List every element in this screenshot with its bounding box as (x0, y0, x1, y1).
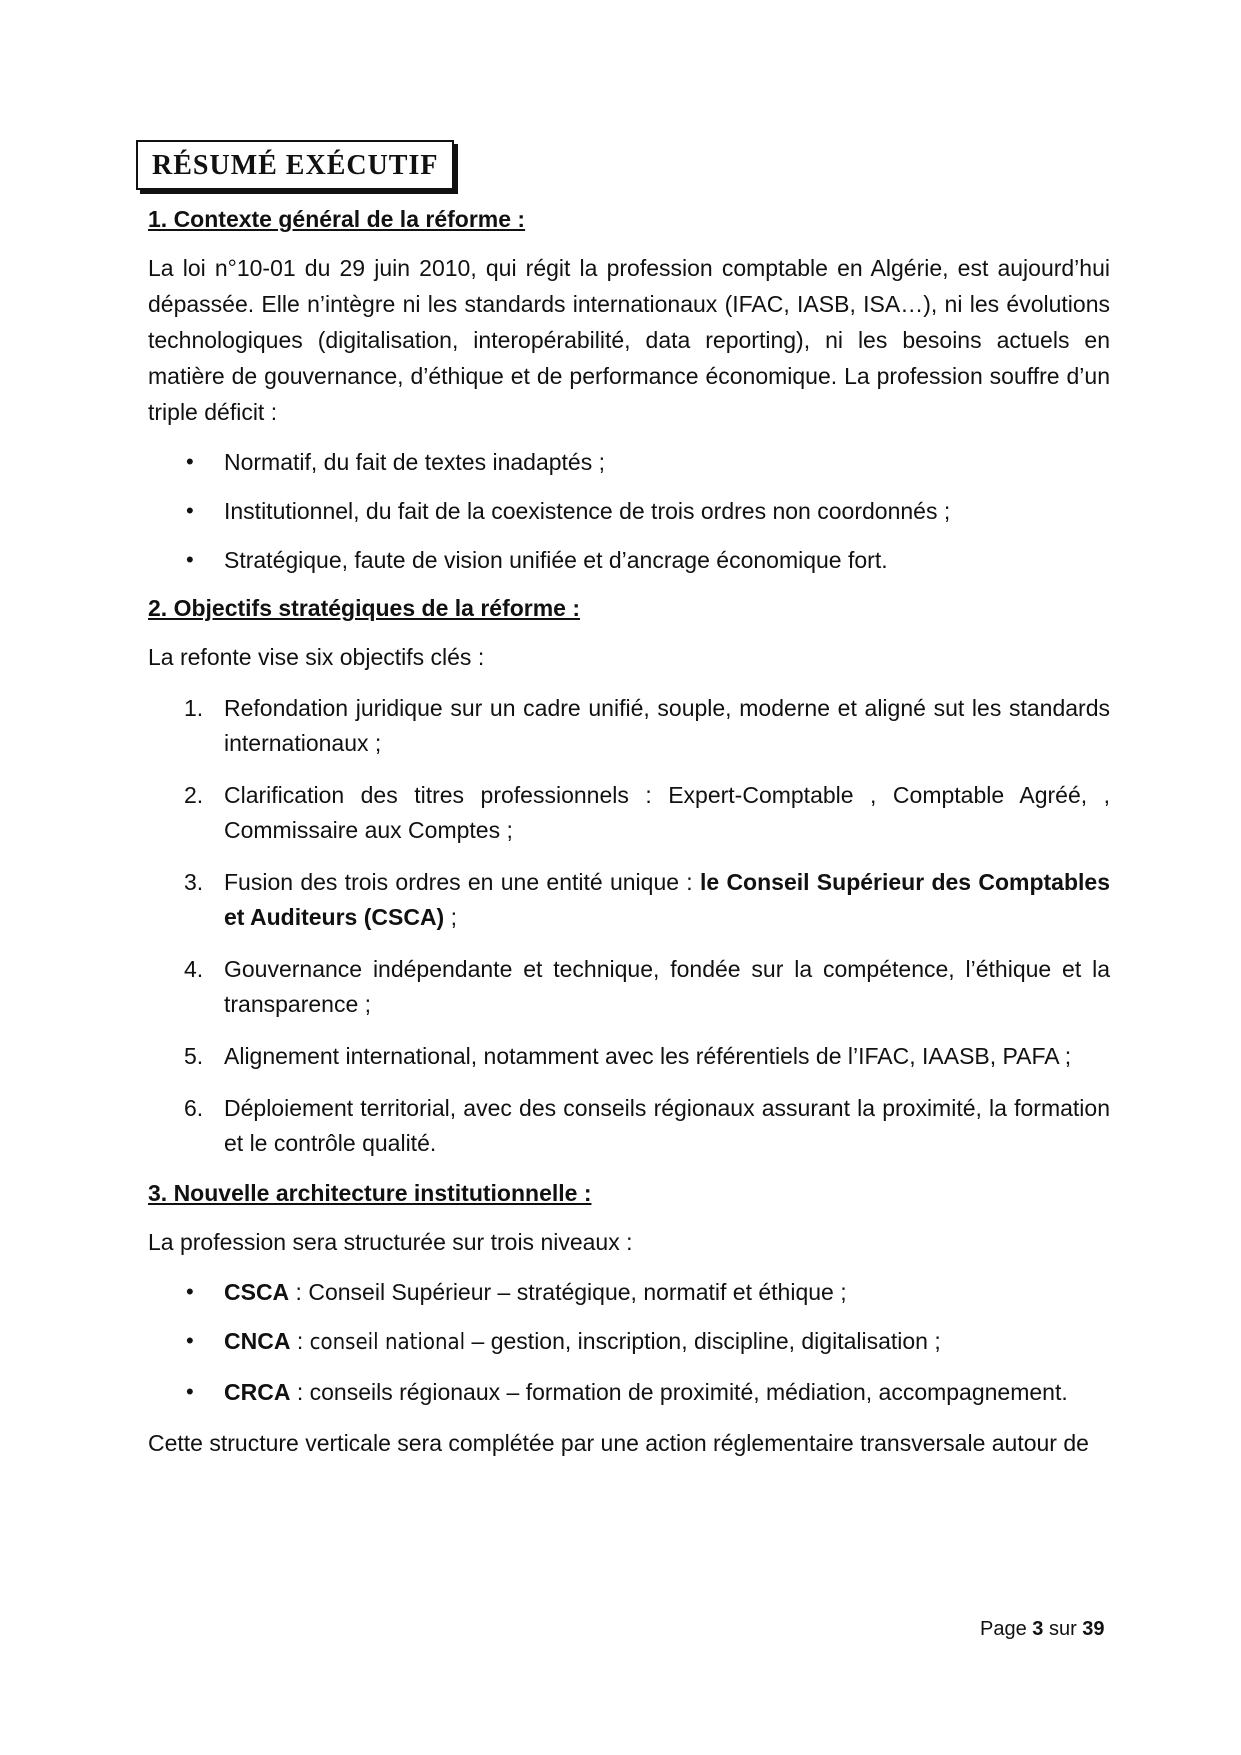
term-separator: : (289, 1279, 309, 1305)
list-number: 4. (184, 956, 204, 982)
section-3-bullet-list (148, 1276, 1110, 1408)
list-text: ; (444, 904, 457, 930)
list-text-bold: le Conseil Supérieur des Comptables et Auditeurs (CSCA) (224, 869, 1110, 930)
term-description-alt: conseil national (309, 1330, 466, 1355)
list-item (148, 1039, 1110, 1074)
list-item (148, 1325, 1110, 1359)
section-2-intro: La refonte vise six objectifs clés : (148, 644, 485, 670)
list-text: Refondation juridique sur un cadre unifié, souple, moderne et aligné sut les standards internationaux ; (224, 695, 1110, 756)
term: CRCA (224, 1379, 291, 1405)
term: CNCA (224, 1328, 291, 1354)
section-2-heading: 2. Objectifs stratégiques de la réforme : (148, 595, 581, 621)
list-text: Gouvernance indépendante et technique, fondée sur la compétence, l’éthique et la transparence ; (224, 956, 1110, 1017)
page-prefix: Page (980, 1618, 1033, 1640)
term-description: – gestion, inscription, discipline, digitalisation ; (465, 1328, 941, 1354)
list-item (148, 1376, 1110, 1408)
page-number (980, 1618, 1105, 1641)
term-separator: : (290, 1328, 310, 1354)
list-item: • Normatif, du fait de textes inadaptés ; (148, 446, 1110, 478)
list-item (148, 865, 1110, 935)
section-3-heading: 3. Nouvelle architecture institutionnelle : (148, 1180, 592, 1206)
list-number: 2. (184, 782, 204, 808)
section-3-intro: La profession sera structurée sur trois niveaux : (148, 1229, 633, 1255)
section-1-paragraph: La loi n°10-01 du 29 juin 2010, qui régit la profession comptable en Algérie, est aujourd’hui dépassée. Elle n’intègre ni les standards internationaux (IFAC, IASB, ISA…), ni les évolutions technologiques (digitalisation, interopérabilité, data reporting), ni les besoins actuels en matière de gouvernance, d’éthique et de performance économique. La profession souffre d’un triple déficit : (148, 255, 1110, 425)
section-1-heading: 1. Contexte général de la réforme : (148, 206, 526, 232)
list-text: Fusion des trois ordres en une entité unique : (224, 869, 700, 895)
page-current: 3 (1032, 1618, 1044, 1640)
section-2-numbered-list (148, 691, 1110, 1161)
list-number: 1. (184, 695, 204, 721)
page-content (148, 140, 1110, 1477)
list-number: 5. (184, 1043, 204, 1069)
list-item: • Stratégique, faute de vision unifiée et d’ancrage économique fort. (148, 544, 1110, 576)
list-text: Clarification des titres professionnels : Expert-Comptable , Comptable Agréé, , Commissaire aux Comptes ; (224, 782, 1110, 843)
section-3-closing: Cette structure verticale sera complétée par une action réglementaire transversale autour de (148, 1430, 1089, 1456)
list-item (148, 778, 1110, 848)
term-description: conseils régionaux – formation de proximité, médiation, accompagnement. (309, 1379, 1068, 1405)
list-item (148, 1276, 1110, 1308)
list-item (148, 952, 1110, 1022)
list-text: Alignement international, notamment avec les référentiels de l’IFAC, IAASB, PAFA ; (224, 1043, 1072, 1069)
term-description: Conseil Supérieur – stratégique, normatif et éthique ; (308, 1279, 847, 1305)
list-text: Déploiement territorial, avec des conseils régionaux assurant la proximité, la formation et le contrôle qualité. (224, 1095, 1110, 1156)
list-item (148, 1091, 1110, 1161)
term: CSCA (224, 1279, 290, 1305)
list-item: • Institutionnel, du fait de la coexistence de trois ordres non coordonnés ; (148, 495, 1110, 527)
list-item (148, 691, 1110, 761)
list-number: 3. (184, 869, 204, 895)
list-number: 6. (184, 1095, 204, 1121)
page-middle: sur (1043, 1618, 1083, 1640)
page-total: 39 (1082, 1618, 1105, 1640)
section-1-bullet-list (148, 446, 1110, 576)
term-separator: : (290, 1379, 310, 1405)
page-title: RÉSUMÉ EXÉCUTIF (136, 140, 454, 190)
